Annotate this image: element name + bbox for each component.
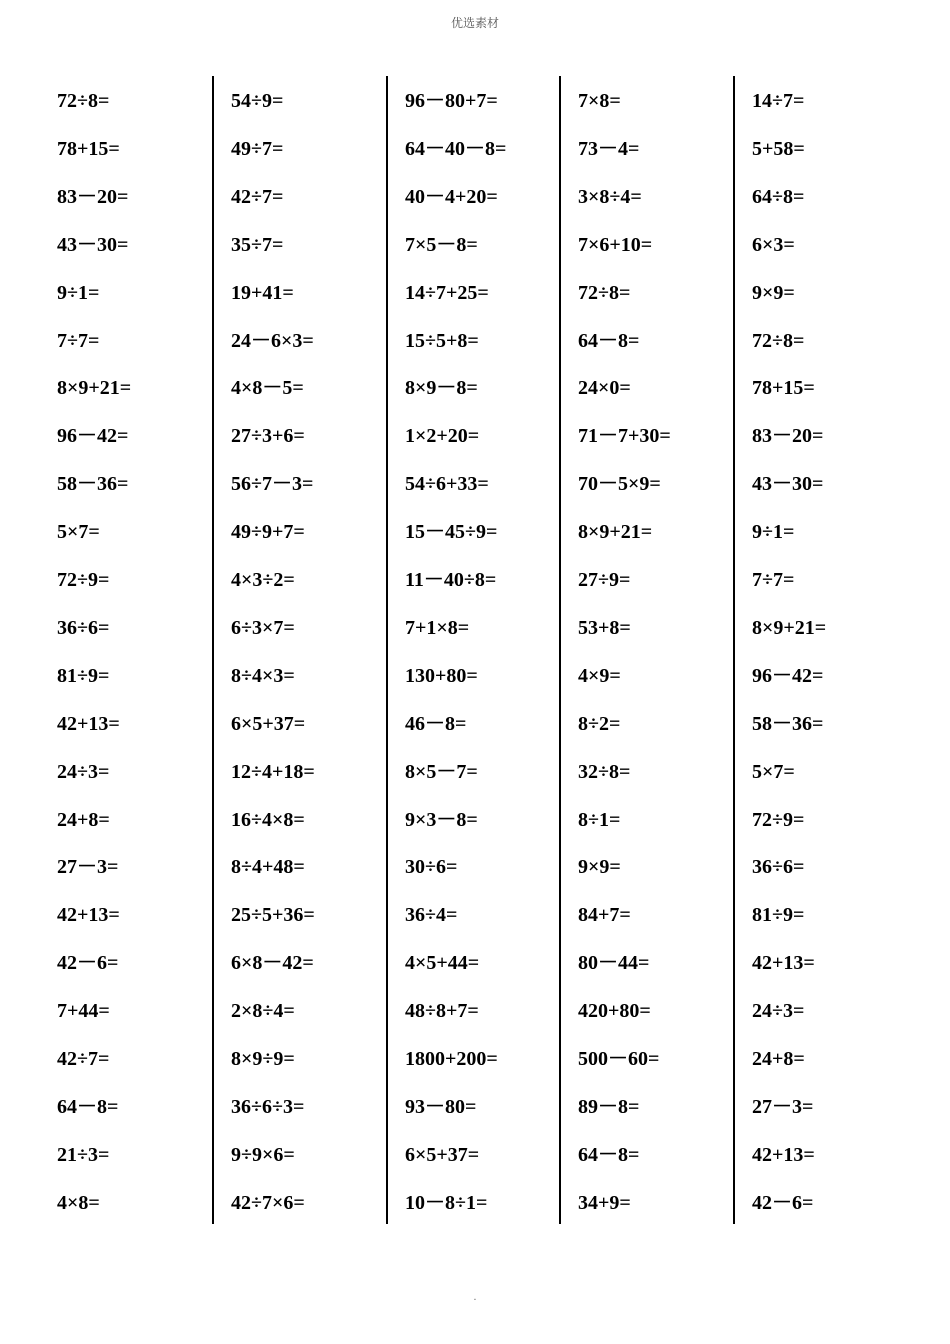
arithmetic-problem: 4×5+44= <box>405 952 480 975</box>
arithmetic-problem: 6×3= <box>752 233 795 256</box>
arithmetic-problem: 72÷8= <box>752 329 805 352</box>
problem-column-2 <box>212 76 387 1224</box>
arithmetic-problem: 6×5+37= <box>405 1143 480 1166</box>
arithmetic-problem: 6÷3×7= <box>231 616 295 639</box>
arithmetic-problem: 8×9－8= <box>405 377 478 400</box>
arithmetic-problem: 7×6+10= <box>578 233 653 256</box>
arithmetic-problem: 1800+200= <box>405 1048 498 1070</box>
arithmetic-problem: 14÷7+25= <box>405 281 489 304</box>
arithmetic-problem: 46－8= <box>405 712 467 735</box>
arithmetic-problem: 72÷9= <box>57 569 110 591</box>
arithmetic-problem: 7×8= <box>578 90 621 112</box>
arithmetic-problem: 3×8÷4= <box>578 185 642 208</box>
arithmetic-problem: 36÷6÷3= <box>231 1095 305 1118</box>
arithmetic-problem: 7+1×8= <box>405 616 470 639</box>
arithmetic-problem: 8÷1= <box>578 808 621 831</box>
arithmetic-problem: 9÷9×6= <box>231 1143 295 1166</box>
arithmetic-problem: 15－45÷9= <box>405 521 498 544</box>
arithmetic-problem: 4×9= <box>578 664 621 687</box>
arithmetic-problem: 43－30= <box>752 473 824 496</box>
arithmetic-problem: 70－5×9= <box>578 473 661 496</box>
arithmetic-problem: 48÷8+7= <box>405 1000 479 1023</box>
arithmetic-problem: 21÷3= <box>57 1143 110 1166</box>
arithmetic-problem: 8÷2= <box>578 712 621 735</box>
arithmetic-problem: 130+80= <box>405 664 478 687</box>
arithmetic-problem: 27÷3+6= <box>231 425 305 448</box>
arithmetic-problem: 8÷4×3= <box>231 664 295 687</box>
arithmetic-problem: 11－40÷8= <box>405 569 497 591</box>
arithmetic-problem: 81÷9= <box>752 904 805 927</box>
arithmetic-problem: 64÷8= <box>752 185 805 208</box>
arithmetic-problem: 42+13= <box>57 712 120 735</box>
arithmetic-problem: 96－42= <box>752 664 824 687</box>
arithmetic-problem: 42÷7= <box>57 1048 110 1070</box>
arithmetic-problem: 32÷8= <box>578 760 631 783</box>
arithmetic-problem: 40－4+20= <box>405 185 498 208</box>
arithmetic-problem: 10－8÷1= <box>405 1191 488 1214</box>
arithmetic-problem: 72÷9= <box>752 808 805 831</box>
arithmetic-problem: 42÷7×6= <box>231 1191 305 1214</box>
arithmetic-problem: 8×9+21= <box>57 377 132 400</box>
arithmetic-problem: 30÷6= <box>405 856 458 879</box>
arithmetic-problem: 7×5－8= <box>405 233 478 256</box>
arithmetic-problem: 24－6×3= <box>231 329 314 352</box>
page-footer: . <box>473 1292 477 1303</box>
arithmetic-problem: 42+13= <box>752 1143 815 1166</box>
arithmetic-problem: 9÷1= <box>57 281 100 304</box>
arithmetic-problem: 5+58= <box>752 137 805 160</box>
arithmetic-problem: 25÷5+36= <box>231 904 315 927</box>
arithmetic-problem: 8×9+21= <box>752 616 827 639</box>
arithmetic-problem: 9×3－8= <box>405 808 478 831</box>
arithmetic-problem: 9×9= <box>578 856 621 879</box>
arithmetic-problem: 93－80= <box>405 1095 477 1118</box>
arithmetic-problem: 8×9+21= <box>578 521 653 544</box>
arithmetic-problem: 420+80= <box>578 1000 651 1023</box>
arithmetic-problem: 81÷9= <box>57 664 110 687</box>
arithmetic-problem: 71－7+30= <box>578 425 671 448</box>
arithmetic-problem: 64－8= <box>578 1143 640 1166</box>
arithmetic-problem: 42+13= <box>57 904 120 927</box>
arithmetic-problem: 7÷7= <box>752 569 795 591</box>
arithmetic-problem: 8×9÷9= <box>231 1048 295 1070</box>
arithmetic-problem: 7+44= <box>57 1000 110 1023</box>
arithmetic-problem: 24÷3= <box>752 1000 805 1023</box>
arithmetic-problem: 7÷7= <box>57 329 100 352</box>
arithmetic-problem: 42－6= <box>752 1191 814 1214</box>
arithmetic-problem: 96－42= <box>57 425 129 448</box>
arithmetic-problem: 73－4= <box>578 137 640 160</box>
arithmetic-problem: 4×8= <box>57 1191 100 1214</box>
arithmetic-problem: 35÷7= <box>231 233 284 256</box>
arithmetic-problem: 8×5－7= <box>405 760 478 783</box>
arithmetic-problem: 78+15= <box>752 377 815 400</box>
arithmetic-problem: 8÷4+48= <box>231 856 305 879</box>
arithmetic-problem: 16÷4×8= <box>231 808 305 831</box>
arithmetic-problem: 42－6= <box>57 952 119 975</box>
arithmetic-problem: 53+8= <box>578 616 631 639</box>
arithmetic-problem: 72÷8= <box>57 90 110 112</box>
arithmetic-problem: 5×7= <box>57 521 100 544</box>
arithmetic-problem: 1×2+20= <box>405 425 480 448</box>
arithmetic-problem: 27÷9= <box>578 569 631 591</box>
arithmetic-problem: 15÷5+8= <box>405 329 479 352</box>
arithmetic-problem: 27－3= <box>57 856 119 879</box>
arithmetic-problem: 64－8= <box>578 329 640 352</box>
arithmetic-problem: 5×7= <box>752 760 795 783</box>
arithmetic-problem: 24×0= <box>578 377 631 400</box>
arithmetic-problem: 64－40－8= <box>405 137 507 160</box>
arithmetic-problem: 4×8－5= <box>231 377 304 400</box>
problem-column-1 <box>57 76 212 1224</box>
arithmetic-problem: 83－20= <box>57 185 129 208</box>
arithmetic-problem: 83－20= <box>752 425 824 448</box>
arithmetic-problem: 27－3= <box>752 1095 814 1118</box>
arithmetic-problem: 42+13= <box>752 952 815 975</box>
arithmetic-problem: 36÷4= <box>405 904 458 927</box>
problem-column-5 <box>733 76 935 1224</box>
arithmetic-problem: 36÷6= <box>752 856 805 879</box>
arithmetic-problem: 4×3÷2= <box>231 569 295 591</box>
arithmetic-problem: 24+8= <box>752 1048 805 1070</box>
arithmetic-problem: 49÷7= <box>231 137 284 160</box>
arithmetic-problem: 42÷7= <box>231 185 284 208</box>
page-header: 优选素材 <box>450 16 499 30</box>
arithmetic-problem: 72÷8= <box>578 281 631 304</box>
arithmetic-problem: 43－30= <box>57 233 129 256</box>
arithmetic-problem: 54÷9= <box>231 90 284 112</box>
arithmetic-problem: 14÷7= <box>752 90 805 112</box>
arithmetic-problem: 84+7= <box>578 904 631 927</box>
arithmetic-problem: 9÷1= <box>752 521 795 544</box>
arithmetic-problem: 24÷3= <box>57 760 110 783</box>
arithmetic-problem: 9×9= <box>752 281 795 304</box>
arithmetic-problem: 80－44= <box>578 952 650 975</box>
arithmetic-problem: 58－36= <box>57 473 129 496</box>
arithmetic-problem: 34+9= <box>578 1191 631 1214</box>
arithmetic-problem: 49÷9+7= <box>231 521 305 544</box>
arithmetic-problem: 12÷4+18= <box>231 760 315 783</box>
arithmetic-problem: 6×8－42= <box>231 952 314 975</box>
arithmetic-problem: 2×8÷4= <box>231 1000 295 1023</box>
arithmetic-problem: 54÷6+33= <box>405 473 489 496</box>
arithmetic-problem: 56÷7－3= <box>231 473 314 496</box>
arithmetic-problem: 78+15= <box>57 137 120 160</box>
problem-column-3 <box>386 76 560 1224</box>
arithmetic-problem: 96－80+7= <box>405 90 498 112</box>
arithmetic-problem: 36÷6= <box>57 616 110 639</box>
arithmetic-problem: 89－8= <box>578 1095 640 1118</box>
arithmetic-problem: 6×5+37= <box>231 712 306 735</box>
arithmetic-problem: 58－36= <box>752 712 824 735</box>
arithmetic-problem: 24+8= <box>57 808 110 831</box>
problem-column-4 <box>559 76 734 1224</box>
arithmetic-problem: 19+41= <box>231 281 294 304</box>
arithmetic-problem: 500－60= <box>578 1048 660 1070</box>
arithmetic-problem: 64－8= <box>57 1095 119 1118</box>
